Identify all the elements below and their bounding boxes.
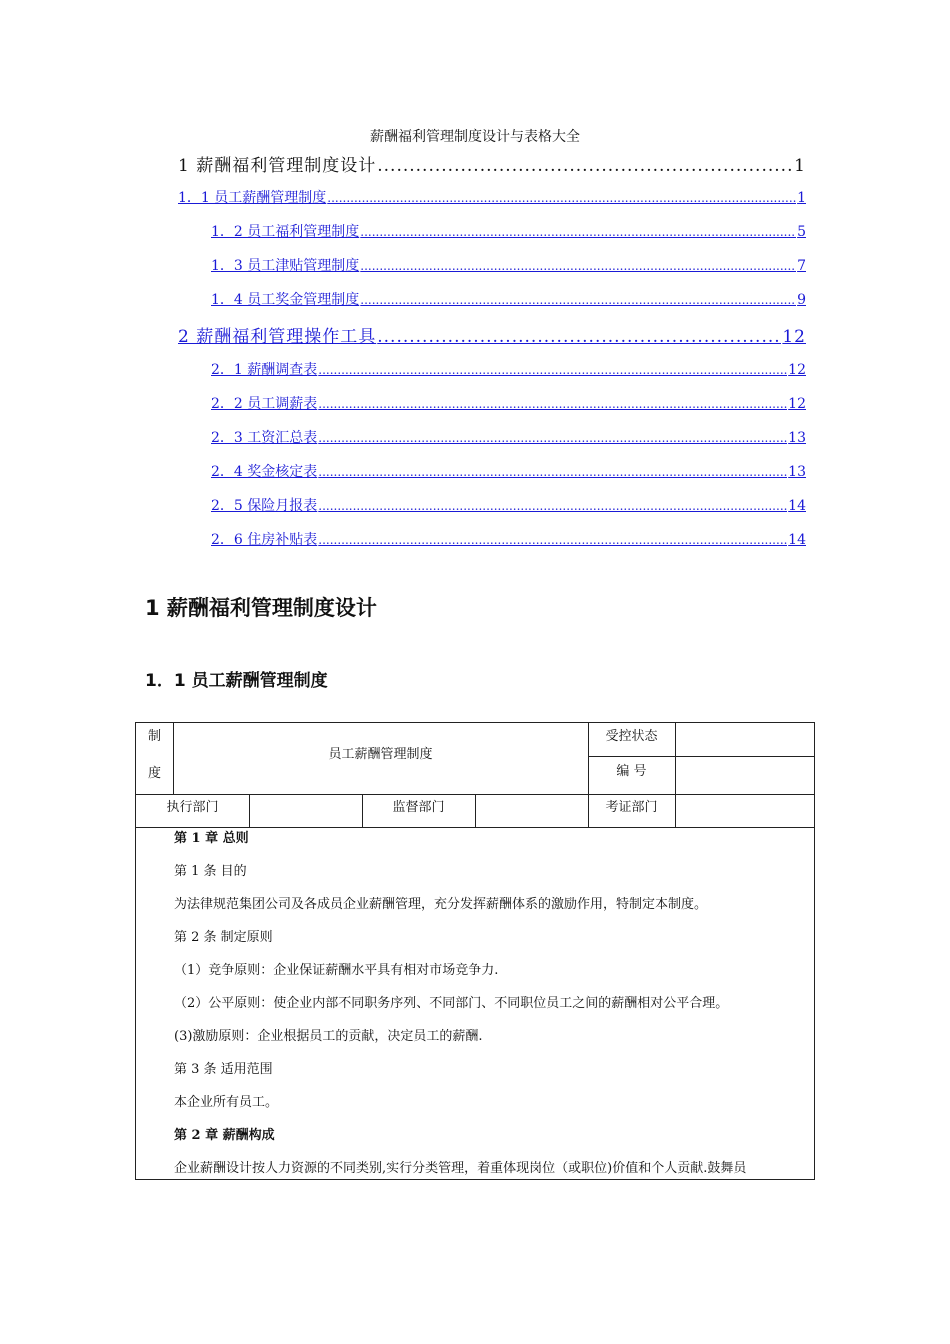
verify-dept-label: 考证部门 <box>605 800 658 815</box>
verify-dept-value[interactable] <box>675 794 814 827</box>
toc-entry-label: 1．4 员工奖金管理制度 <box>211 292 360 308</box>
section-heading-1: 1 薪酬福利管理制度设计 <box>145 596 377 620</box>
toc-leader <box>377 327 781 347</box>
label-zhi: 制 <box>147 729 161 744</box>
toc-leader <box>318 499 787 513</box>
policy-name: 员工薪酬管理制度 <box>328 747 433 762</box>
toc-entry-page: 12 <box>788 362 806 378</box>
table-rule <box>136 827 814 828</box>
chapter-heading: 第 2 章 薪酬构成 <box>174 1128 275 1143</box>
toc-entry-label: 2．2 员工调薪表 <box>211 396 318 412</box>
toc-entry-label: 1．2 员工福利管理制度 <box>211 224 360 240</box>
chapter-heading: 第 1 章 总则 <box>174 831 249 846</box>
toc-entry[interactable] <box>178 322 806 347</box>
toc-entry[interactable] <box>178 151 806 176</box>
number-value[interactable] <box>675 756 814 794</box>
section-heading-2: 1．1 员工薪酬管理制度 <box>145 671 328 691</box>
toc-entry-label: 1．3 员工津贴管理制度 <box>211 258 360 274</box>
toc-leader <box>360 259 796 273</box>
exec-dept-value[interactable] <box>249 794 362 827</box>
toc-entry[interactable] <box>211 495 806 515</box>
toc-entry[interactable] <box>211 461 806 481</box>
toc-entry-label: 2 薪酬福利管理操作工具 <box>178 327 377 347</box>
paragraph: （1）竞争原则：企业保证薪酬水平具有相对市场竞争力. <box>174 963 499 978</box>
toc-entry-page: 12 <box>782 327 806 347</box>
article-heading: 第 1 条 目的 <box>174 864 247 879</box>
toc-entry[interactable] <box>211 221 806 241</box>
paragraph: (3)激励原则：企业根据员工的贡献，决定员工的薪酬. <box>174 1029 483 1044</box>
supervise-dept-value[interactable] <box>475 794 588 827</box>
status-value[interactable] <box>675 723 814 756</box>
toc-entry[interactable] <box>211 529 806 549</box>
toc-entry-page: 5 <box>797 224 806 240</box>
toc-entry-page: 13 <box>788 430 806 446</box>
toc-entry-page: 12 <box>788 396 806 412</box>
policy-table <box>135 722 815 1180</box>
toc-entry-page: 7 <box>797 258 806 274</box>
toc-entry-label: 2．3 工资汇总表 <box>211 430 318 446</box>
toc-entry-label: 2．5 保险月报表 <box>211 498 318 514</box>
toc-entry-page: 1 <box>797 190 806 206</box>
paragraph: 本企业所有员工。 <box>174 1095 279 1110</box>
toc-entry[interactable] <box>211 393 806 413</box>
supervise-dept-label: 监督部门 <box>392 800 445 815</box>
toc-entry-label: 1．1 员工薪酬管理制度 <box>178 190 327 206</box>
toc-entry-label: 2．1 薪酬调查表 <box>211 362 318 378</box>
paragraph: 企业薪酬设计按人力资源的不同类别,实行分类管理，着重体现岗位（或职位)价值和个人贡献.鼓舞员 <box>174 1161 747 1176</box>
toc-entry-page: 14 <box>788 532 806 548</box>
toc-leader <box>360 293 796 307</box>
document-title: 薪酬福利管理制度设计与表格大全 <box>370 129 580 145</box>
toc-leader <box>318 533 787 547</box>
toc-entry[interactable] <box>178 187 806 207</box>
toc-leader <box>318 397 787 411</box>
toc-entry-page: 13 <box>788 464 806 480</box>
toc-entry[interactable] <box>211 427 806 447</box>
number-label: 编 号 <box>616 764 647 779</box>
toc-entry-page: 14 <box>788 498 806 514</box>
toc-entry-page: 1 <box>794 156 806 176</box>
toc-leader <box>377 156 793 176</box>
toc-entry-label: 1 薪酬福利管理制度设计 <box>178 156 377 176</box>
toc-leader <box>327 191 796 205</box>
toc-leader <box>318 431 787 445</box>
policy-body <box>136 829 814 1192</box>
paragraph: 为法律规范集团公司及各成员企业薪酬管理，充分发挥薪酬体系的激励作用，特制定本制度。 <box>174 897 708 912</box>
toc-entry[interactable] <box>211 289 806 309</box>
label-du: 度 <box>147 766 161 781</box>
exec-dept-label: 执行部门 <box>166 800 219 815</box>
toc-leader <box>360 225 796 239</box>
article-heading: 第 2 条 制定原则 <box>174 930 273 945</box>
paragraph: （2）公平原则：使企业内部不同职务序列、不同部门、不同职位员工之间的薪酬相对公平合理。 <box>174 996 729 1011</box>
toc-leader <box>318 363 787 377</box>
toc-entry-label: 2．6 住房补贴表 <box>211 532 318 548</box>
toc-entry-label: 2．4 奖金核定表 <box>211 464 318 480</box>
toc-entry-page: 9 <box>797 292 806 308</box>
toc-entry[interactable] <box>211 359 806 379</box>
toc-entry[interactable] <box>211 255 806 275</box>
article-heading: 第 3 条 适用范围 <box>174 1062 273 1077</box>
toc-leader <box>318 465 787 479</box>
status-label: 受控状态 <box>605 729 658 744</box>
